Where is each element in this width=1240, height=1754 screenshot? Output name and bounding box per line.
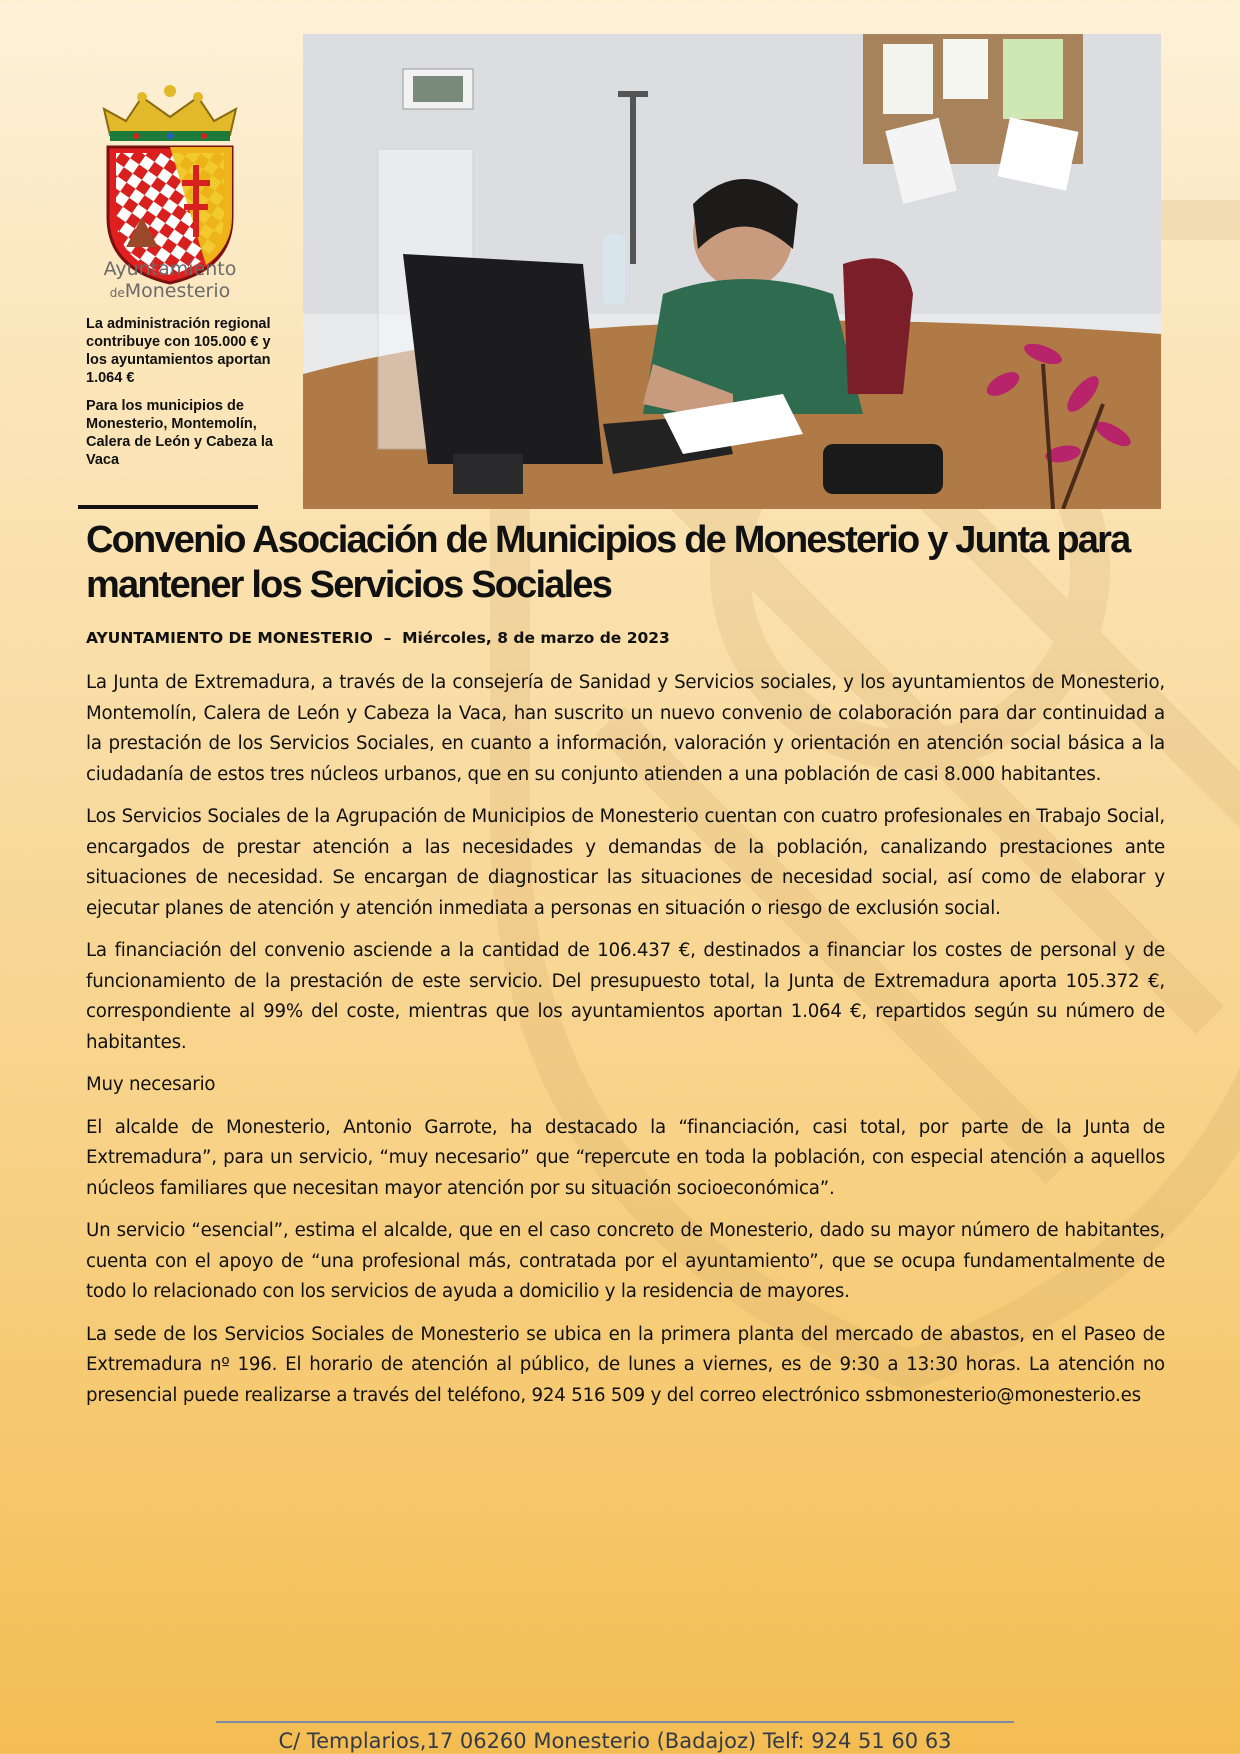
article-paragraph: La financiación del convenio asciende a la cantidad de 106.437 €, destinados a financiar los costes de personal y de funcionamiento de la prestación de este servicio. Del presupuesto total, la Junta de Extremadura aporta 105.372 €, correspondiente al 99% del coste, mientras que los ayuntamientos aportan 1.064 €, repartidos según su número de habitantes. [86, 940, 1165, 1053]
side-notes [86, 315, 286, 479]
logo-line2-prefix: de [109, 286, 125, 300]
side-note-funding: La administración regional contribuye con 105.000 € y los ayuntamientos aportan 1.064 € [86, 316, 271, 386]
article-subheading: Muy necesario [86, 1074, 216, 1095]
article-paragraph: Un servicio “esencial”, estima el alcalde, que en el caso concreto de Monesterio, dado su mayor número de habitantes, cuenta con el apoyo de “una profesional más, contratada por el ayuntamiento”, que se ocupa fundamentalmente de todo lo relacionado con los servicios de ayuda a domicilio y la residencia de mayores. [86, 1220, 1165, 1302]
side-divider [78, 505, 258, 509]
article-paragraph: Los Servicios Sociales de la Agrupación de Municipios de Monesterio cuentan con cuatro profesionales en Trabajo Social, encargados de prestar atención a las necesidades y demandas de la población, canalizando prestaciones ante situaciones de necesidad. Se encargan de diagnosticar las situaciones de necesidad social, así como de elaborar y ejecutar planes de atención y atención inmediata a personas en situación o riesgo de exclusión social. [86, 806, 1165, 919]
article-headline: Convenio Asociación de Municipios de Monesterio y Junta para mantener los Servicios Sociales [86, 519, 1130, 606]
byline [86, 627, 1166, 649]
logo-wordmark [86, 258, 254, 304]
logo-line2 [86, 280, 254, 304]
byline-source: AYUNTAMIENTO DE MONESTERIO [86, 629, 373, 647]
article-paragraph: La Junta de Extremadura, a través de la consejería de Sanidad y Servicios sociales, y los ayuntamientos de Monesterio, Montemolín, Calera de León y Cabeza la Vaca, han suscrito un nuevo convenio de colaboración para dar continuidad a la prestación de los Servicios Sociales, en cuanto a información, valoración y orientación en atención social básica a la ciudadanía de estos tres núcleos urbanos, que en su conjunto atienden a una población de casi 8.000 habitantes. [86, 672, 1165, 785]
article-paragraph: La sede de los Servicios Sociales de Monesterio se ubica en la primera planta del mercado de abastos, en el Paseo de Extremadura nº 196. El horario de atención al público, de lunes a viernes, es de 9:30 a 13:30 horas. La atención no presencial puede realizarse a través del teléfono, 924 516 509 y del correo electrónico ssbmonesterio@monesterio.es [86, 1323, 1165, 1406]
office-photo [303, 34, 1161, 509]
footer-divider [216, 1721, 1014, 1723]
side-note-municipalities: Para los municipios de Monesterio, Montemolín, Calera de León y Cabeza la Vaca [86, 398, 273, 468]
article-body [86, 668, 1165, 1423]
logo-line2-text: Monesterio [124, 280, 231, 302]
byline-separator: – [383, 629, 392, 647]
byline-date: Miércoles, 8 de marzo de 2023 [402, 629, 670, 647]
footer-address: C/ Templarios,17 06260 Monesterio (Badajoz) Telf: 924 51 60 63 [278, 1729, 952, 1753]
logo-line1: Ayuntamiento [103, 258, 237, 280]
article-paragraph: El alcalde de Monesterio, Antonio Garrote, ha destacado la “financiación, casi total, por parte de la Junta de Extremadura”, para un servicio, “muy necesario” que “repercute en toda la población, con especial atención a aquellos núcleos familiares que necesitan mayor atención por su situación socioeconómica”. [86, 1116, 1165, 1199]
